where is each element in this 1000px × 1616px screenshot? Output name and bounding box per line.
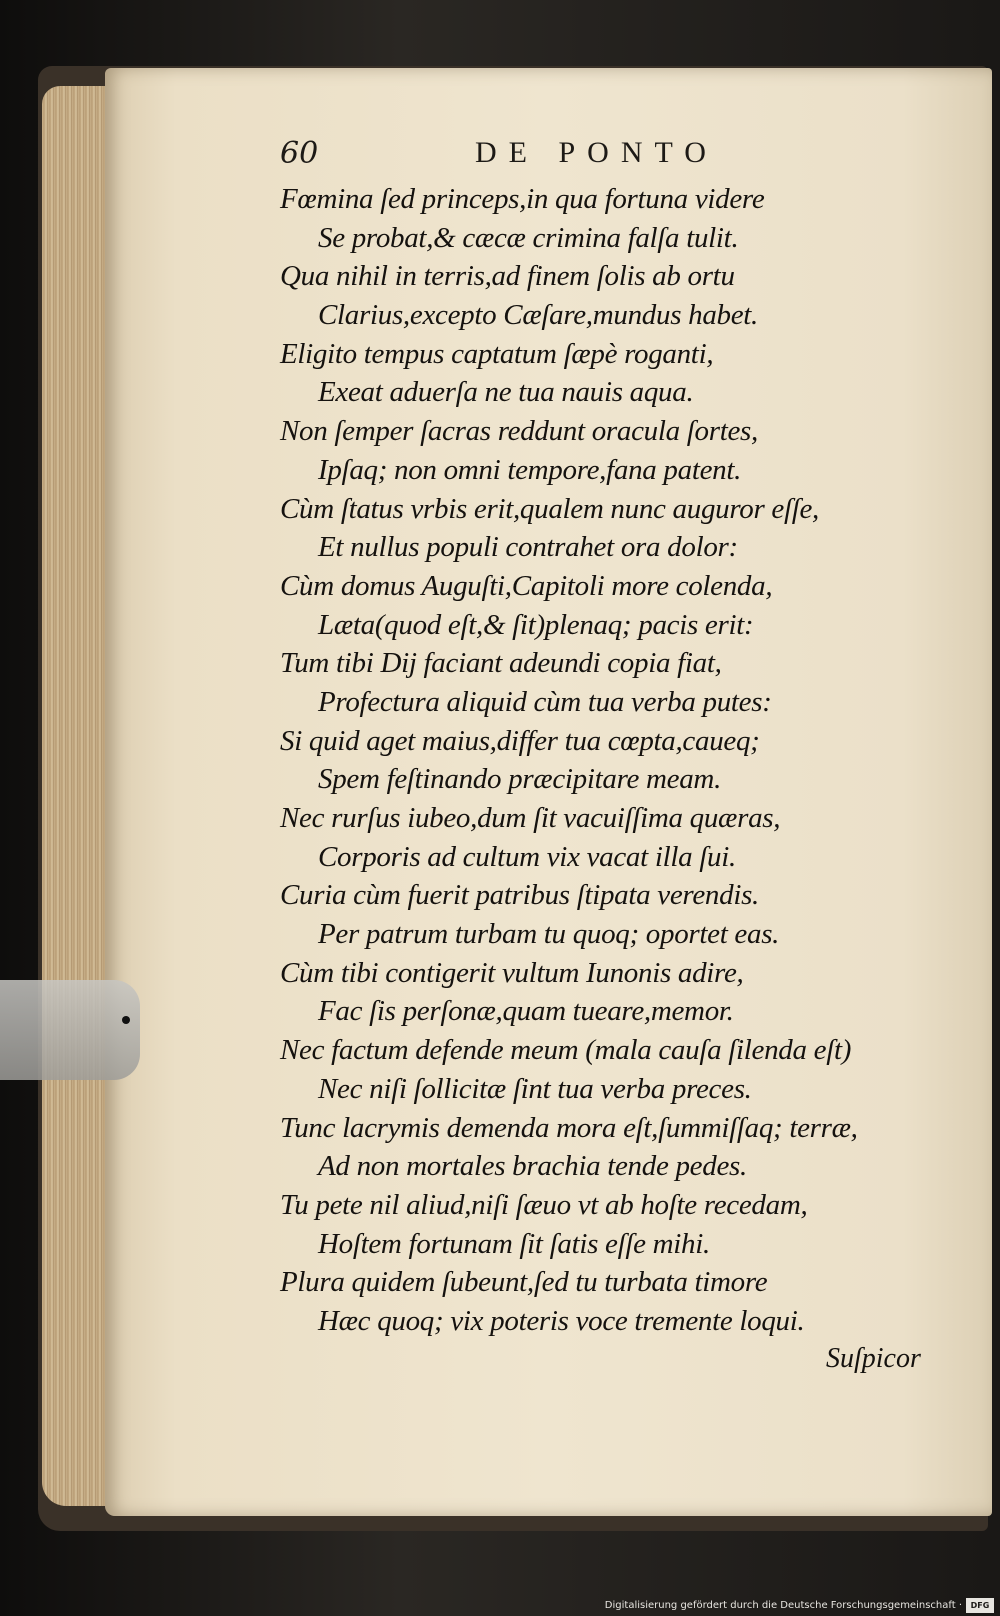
verse-line: Spem feſtinando præcipitare meam.	[318, 763, 722, 796]
verse-line: Tum tibi Dij faciant adeundi copia fiat,	[280, 647, 722, 680]
verse-line: Nec niſi ſollicitæ ſint tua verba preces.	[318, 1072, 752, 1105]
verse-line: Profectura aliquid cùm tua verba putes:	[318, 685, 772, 718]
verse-line: Corporis ad cultum vix vacat illa ſui.	[318, 840, 736, 873]
verse-line: Per patrum turbam tu quoq; oportet eas.	[318, 918, 780, 951]
thumb-clip	[0, 980, 140, 1080]
verse-lines	[280, 180, 920, 1341]
page-number: 60	[280, 136, 319, 171]
verse-line: Læta(quod eſt,& ſit)plenaq; pacis erit:	[318, 608, 754, 641]
page-edges	[42, 86, 114, 1506]
verse-line: Hæc quoq; vix poteris voce tremente loqui.	[318, 1304, 805, 1337]
dfg-logo-icon: DFG	[966, 1598, 994, 1613]
verse-line: Si quid aget maius,differ tua cœpta,caueq;	[280, 724, 760, 757]
verse-line: Cùm domus Auguſti,Capitoli more colenda,	[280, 569, 773, 602]
running-head	[280, 136, 760, 176]
verse-line: Exeat aduerſa ne tua nauis aqua.	[318, 376, 694, 409]
verse-line: Non ſemper ſacras reddunt oracula ſortes,	[280, 415, 758, 448]
verse-line: Tunc lacrymis demenda mora eſt,ſummiſſaq; terræ,	[280, 1111, 858, 1144]
verse-line: Cùm ſtatus vrbis erit,qualem nunc auguror eſſe,	[280, 492, 820, 525]
credit-text: Digitalisierung gefördert durch die Deutsche Forschungsgemeinschaft ·	[604, 1599, 962, 1611]
verse-line: Tu pete nil aliud,niſi ſæuo vt ab hoſte recedam,	[280, 1188, 808, 1221]
verse-line: Curia cùm fuerit patribus ſtipata verendis.	[280, 879, 760, 912]
verse-line: Hoſtem fortunam ſit ſatis eſſe mihi.	[318, 1227, 710, 1260]
verse-line: Fœmina ſed princeps,in qua fortuna videre	[280, 183, 765, 215]
verse-line: Cùm tibi contigerit vultum Iunonis adire,	[280, 956, 744, 989]
verse-line: Et nullus populi contrahet ora dolor:	[318, 531, 738, 564]
verse-line: Ipſaq; non omni tempore,fana patent.	[318, 453, 742, 486]
verse-line: Ad non mortales brachia tende pedes.	[318, 1150, 747, 1183]
verse-line: Nec rurſus iubeo,dum ſit vacuiſſima quæras,	[280, 802, 781, 834]
verse-line: Plura quidem ſubeunt,ſed tu turbata timore	[280, 1266, 768, 1299]
verse-line: Qua nihil in terris,ad finem ſolis ab ortu	[280, 260, 735, 293]
verse-line: Fac ſis perſonæ,quam tueare,memor.	[318, 995, 734, 1028]
verse-line: Eligito tempus captatum ſæpè roganti,	[280, 337, 714, 370]
verse-line: Se probat,& cæcæ crimina falſa tulit.	[318, 221, 739, 254]
catchword: Suſpicor	[826, 1343, 921, 1374]
verse-line: Clarius,excepto Cæſare,mundus habet.	[318, 299, 759, 332]
clip-dot-icon	[122, 1016, 130, 1024]
verse-line: Nec factum defende meum (mala cauſa ſilenda eſt)	[280, 1034, 852, 1067]
page-title: DE PONTO	[475, 136, 718, 169]
digitization-credit	[605, 1596, 994, 1614]
